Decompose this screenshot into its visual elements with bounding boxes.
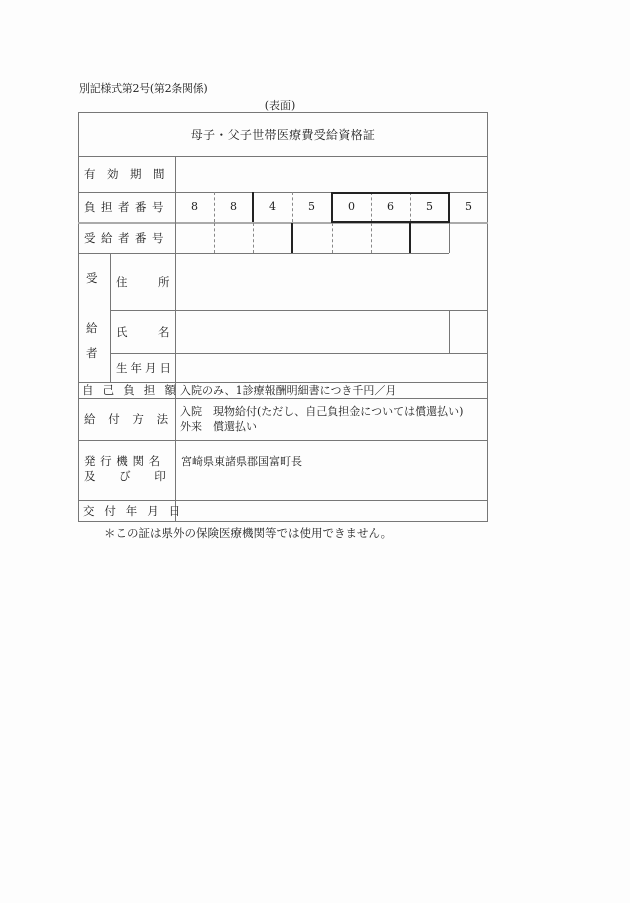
digit-divider — [291, 223, 293, 253]
divider — [110, 310, 488, 311]
address-label-left: 住 — [116, 275, 128, 289]
divider — [78, 253, 449, 254]
recipient-group-char: 給 — [86, 321, 98, 335]
payment-method-line: 外来 償還払い — [180, 420, 257, 433]
digit-divider — [449, 223, 450, 253]
recipient-subcolumn-divider — [110, 253, 111, 382]
issue-date-label: 交 付 年 月 日 — [83, 504, 180, 518]
recipient-group-char: 受 — [86, 271, 98, 285]
insurer-digit: 6 — [387, 200, 394, 213]
insurer-digit: 5 — [426, 200, 433, 213]
birthdate-label: 生年月日 — [116, 360, 174, 375]
digit-divider — [371, 223, 372, 253]
insurer-digit: 5 — [308, 200, 315, 213]
form-number: 別記様式第2号(第2条関係) — [79, 82, 208, 95]
insurer-digit: 0 — [348, 200, 355, 213]
payment-method-label: 給 付 方 法 — [84, 412, 169, 426]
insurer-digit: 5 — [465, 200, 472, 213]
recipient-group-char: 者 — [86, 346, 98, 360]
issuer-value: 宮崎県東諸県郡国富町長 — [181, 455, 302, 468]
footnote: ＊この証は県外の保険医療機関等では使用できません。 — [104, 526, 393, 540]
validity-period-label — [84, 156, 170, 192]
side-label: (表面) — [264, 99, 296, 112]
payment-method-line: 入院 現物給付(ただし、自己負担金については償還払い) — [180, 405, 464, 418]
address-label-right: 所 — [158, 275, 170, 289]
label-text: 有 効 期 間 — [84, 167, 165, 181]
insurer-number-label: 負担者番号 — [84, 200, 169, 214]
divider — [449, 310, 450, 353]
digit-divider — [409, 223, 411, 253]
copayment-value: 入院のみ、1診療報酬明細書につき千円／月 — [180, 384, 397, 397]
digit-divider — [332, 223, 333, 253]
insurer-digit: 8 — [230, 200, 237, 213]
insurer-digit: 8 — [191, 200, 198, 213]
divider — [78, 440, 488, 441]
digit-divider — [214, 223, 215, 253]
certificate-title: 母子・父子世帯医療費受給資格証 — [190, 127, 376, 142]
digit-divider — [253, 223, 254, 253]
recipient-number-label: 受給者番号 — [84, 231, 169, 245]
issuer-label-line2: 及 び 印 — [84, 468, 166, 483]
copayment-label: 自 己 負 担 額 — [82, 383, 175, 397]
name-label-right: 名 — [158, 325, 170, 339]
issuer-label-line1: 発 行 機 関 名 — [84, 453, 161, 468]
name-label-left: 氏 — [116, 325, 128, 339]
insurer-digit: 4 — [269, 200, 276, 213]
